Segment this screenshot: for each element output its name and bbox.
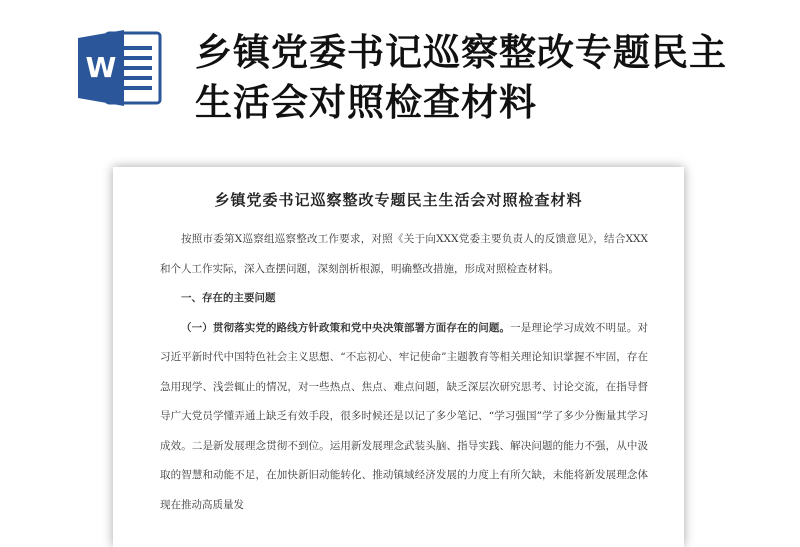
intro-paragraph: 按照市委第X巡察组巡察整改工作要求，对照《关于向XXX党委主要负责人的反馈意见》，结合XXX和个人工作实际，深入查摆问题，深刻剖析根源，明确整改措施，形成对照检查材料。 [160,233,648,275]
subsection-heading: （一）贯彻落实党的路线方针政策和党中央决策部署方面存在的问题。 [181,321,511,334]
subsection-paragraph [160,314,648,521]
document-title: 乡镇党委书记巡察整改专题民主生活会对照检查材料 [214,191,583,209]
document-page [113,167,684,547]
word-document-icon [78,30,164,106]
section-heading: 一、存在的主要问题 [181,292,276,304]
header [0,0,800,140]
subsection-body: 一是理论学习成效不明显。对习近平新时代中国特色社会主义思想、“不忘初心、牢记使命”主题教育等相关理论知识掌握不牢固，存在急用现学、浅尝辄止的情况，对一些热点、焦点、难点问题，缺乏深层次研究思考、讨论交流，在指导督导广大党员学懂弄通上缺乏有效手段，很多时候还是以记了多少笔记、“学习强国”学了多少分衡量其学习成效。二是新发展理念贯彻不到位。运用新发展理念武装头脑、指导实践、解决问题的能力不强，从中汲取的智慧和动能不足，在加快新旧动能转化、推动镇域经济发展的力度上有所欠缺，未能将新发展理念体现在推动高质量发 [160,321,649,511]
document-body [160,225,648,520]
word-icon-letter: W [85,51,117,84]
header-title: 乡镇党委书记巡察整改专题民主生活会对照检查材料 [195,31,727,124]
